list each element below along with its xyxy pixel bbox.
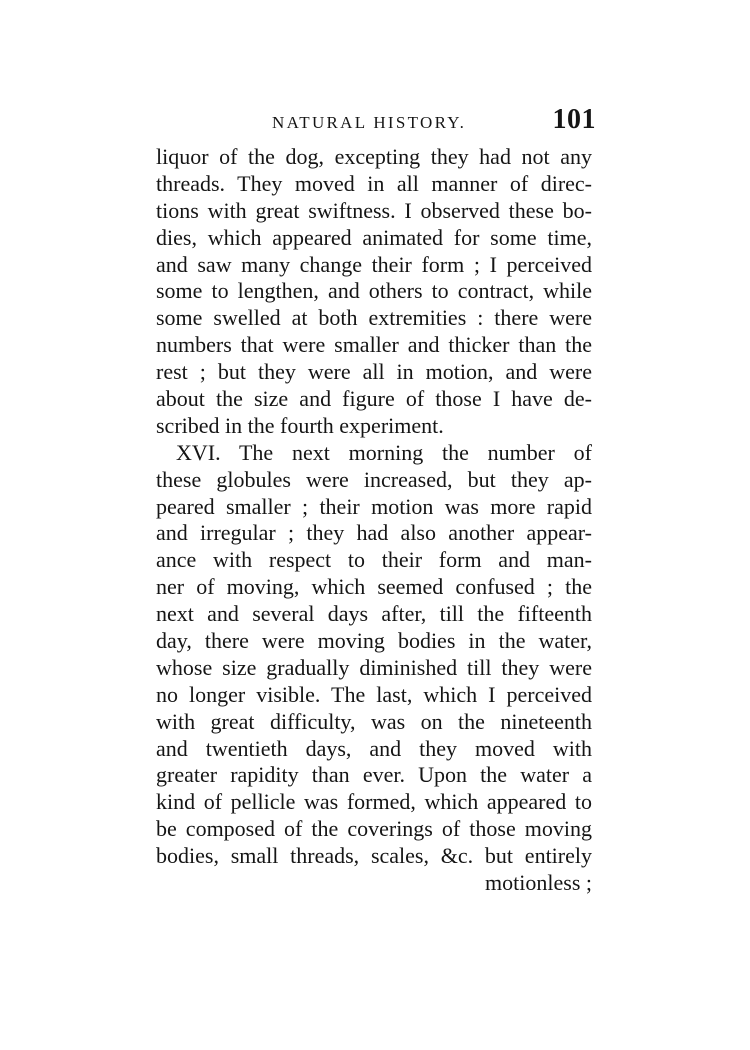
text-line: with great difficulty, was on the nineteenth bbox=[156, 708, 592, 734]
text-line: and twentieth days, and they moved with bbox=[156, 735, 592, 761]
text-line: be composed of the coverings of those moving bbox=[156, 816, 592, 842]
text-line: and irregular ; they had also another appear- bbox=[156, 520, 592, 546]
text-line: next and several days after, till the fifteenth bbox=[156, 601, 592, 627]
text-line: kind of pellicle was formed, which appeared to bbox=[156, 789, 592, 815]
text-line: day, there were moving bodies in the water, bbox=[156, 628, 592, 654]
text-line: tions with great swiftness. I observed these bo- bbox=[156, 197, 592, 223]
text-line: greater rapidity than ever. Upon the water a bbox=[156, 762, 592, 788]
text-line: threads. They moved in all manner of direc- bbox=[156, 170, 592, 196]
body-text bbox=[156, 144, 592, 897]
text-line: peared smaller ; their motion was more rapid bbox=[156, 493, 592, 519]
text-line: dies, which appeared animated for some time, bbox=[156, 224, 592, 250]
paragraph-start-line: XVI. The next morning the number of bbox=[176, 439, 592, 465]
text-line: some to lengthen, and others to contract, while bbox=[156, 278, 592, 304]
text-line: bodies, small threads, scales, &c. but entirely bbox=[156, 843, 592, 869]
text-line: about the size and figure of those I have de- bbox=[156, 386, 592, 412]
running-head bbox=[150, 104, 602, 144]
text-line: no longer visible. The last, which I perceived bbox=[156, 681, 592, 707]
paragraph-end-line: scribed in the fourth experiment. bbox=[156, 412, 444, 438]
running-title: NATURAL HISTORY. bbox=[272, 113, 467, 132]
text-line: liquor of the dog, excepting they had not any bbox=[156, 144, 592, 169]
catchword: motionless ; bbox=[485, 870, 592, 896]
text-line: rest ; but they were all in motion, and were bbox=[156, 359, 592, 385]
text-line: these globules were increased, but they ap- bbox=[156, 466, 592, 492]
text-line: numbers that were smaller and thicker than the bbox=[156, 332, 592, 358]
text-line: some swelled at both extremities : there were bbox=[156, 305, 592, 331]
text-line: ner of moving, which seemed confused ; the bbox=[156, 574, 592, 600]
page-number: 101 bbox=[552, 104, 596, 135]
text-line: and saw many change their form ; I perceived bbox=[156, 251, 592, 277]
text-line: ance with respect to their form and man- bbox=[156, 547, 592, 573]
text-line: whose size gradually diminished till they were bbox=[156, 654, 592, 680]
